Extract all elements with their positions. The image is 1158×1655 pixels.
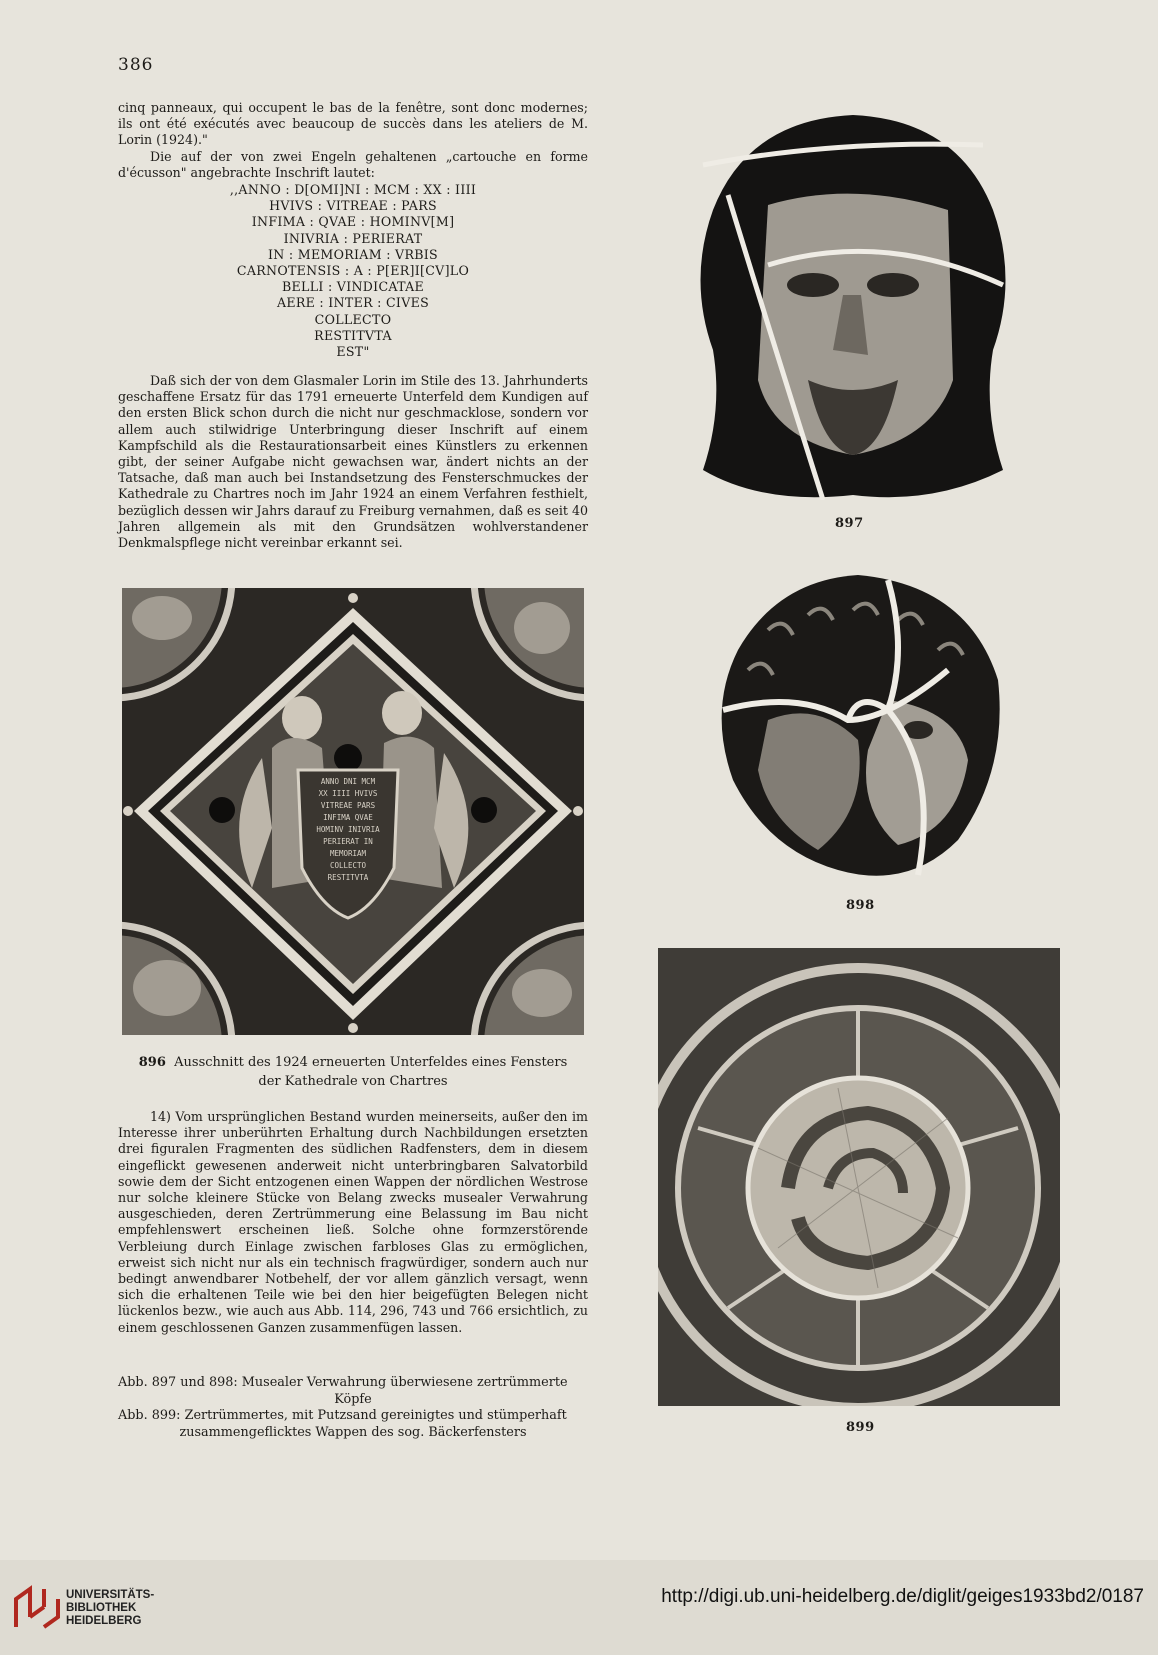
figure-899-photo	[658, 948, 1060, 1406]
inscription-line: ,,ANNO : D[OMI]NI : MCM : XX : IIII	[229, 182, 477, 197]
figure-897-photo	[683, 110, 1023, 500]
figure-897-number: 897	[835, 516, 864, 531]
intro-text: cinq panneaux, qui occupent le bas de la fenêtre, sont donc modernes; ils ont été exécutés avec beaucoup de succès dans les ateliers de M. Lorin (1924)."	[118, 100, 588, 148]
fragmented-head-image	[708, 570, 1008, 890]
inscription-line: RESTITVTA	[314, 327, 392, 343]
figure-898-number: 898	[846, 898, 875, 913]
shield-text-line: RESTITVTA	[327, 873, 369, 882]
intro-paragraph	[118, 100, 588, 181]
permalink-url[interactable]: http://digi.ub.uni-heidelberg.de/diglit/geiges1933bd2/0187	[661, 1586, 1144, 1607]
inscription-line: AERE : INTER : CIVES	[276, 295, 430, 311]
shield-text-line: VITREAE PARS	[320, 801, 376, 810]
figure-898-photo	[708, 570, 1008, 890]
library-logo-icon[interactable]	[12, 1585, 62, 1631]
inscription-intro: Die auf der von zwei Engeln gehaltenen „cartouche en forme d'écusson" angebrachte Inschrift lautet:	[118, 148, 588, 180]
figure-896-caption-line1: Ausschnitt des 1924 erneuerten Unterfeldes eines Fensters	[174, 1055, 568, 1070]
figure-896-caption	[118, 1053, 588, 1091]
shield-text-line: PERIERAT IN	[323, 837, 373, 846]
paragraph-lorin	[118, 373, 588, 551]
shield-text-line: MEMORIAM	[329, 849, 367, 858]
logo-line: BIBLIOTHEK	[66, 1602, 137, 1614]
shield-text-line: XX IIII HVIVS	[318, 789, 378, 798]
page-number: 386	[118, 55, 154, 75]
inscription-line: INFIMA : QVAE : HOMINV[M]	[251, 214, 455, 230]
figure-896-number: 896	[138, 1055, 166, 1070]
shield-text-line: HOMINV INIVRIA	[316, 825, 380, 834]
paragraph-1-text: Daß sich der von dem Glasmaler Lorin im Stile des 13. Jahrhunderts geschaffene Ersatz für das 1791 erneuerte Unterfeld dem Kundigen auf den ersten Blick schon durch die nicht nur geschmacklose, sondern vor allem auch stilwidrige Unterbringung dieser Inschrift auf einem Kampfschild als die Restaurationsarbeit eines Künstlers zu erkennen gibt, der seiner Aufgabe nicht gewachsen war, ändert nichts an der Tatsache, daß man auch bei Instandsetzung des Fensterschmuckes der Kathedrale zu Chartres noch im Jahr 1924 an einem Verfahren festhielt, bezüglich dessen wir Jahrs darauf zu Freiburg vernahmen, daß es seit 40 Jahren allgemein als mit den Grundsätzen wohlverstandener Denkmalspflege nicht vereinbar erkannt sei.	[118, 373, 588, 551]
inscription-line: BELLI : VINDICATAE	[282, 279, 424, 295]
fragmented-coat-of-arms-image	[658, 948, 1060, 1406]
inscription-line: CARNOTENSIS : A : P[ER]I[CV]LO	[236, 263, 470, 279]
caption-897-898-cont: Köpfe	[334, 1391, 372, 1407]
paragraph-14	[118, 1109, 588, 1336]
figure-896-photo	[122, 588, 584, 1035]
shield-text-line: INFIMA QVAE	[323, 813, 373, 822]
inscription-line: HVIVS : VITREAE : PARS	[269, 198, 437, 214]
stained-glass-window-image	[122, 588, 584, 1035]
figure-captions	[118, 1375, 588, 1441]
inscription-line: IN : MEMORIAM : VRBIS	[268, 246, 438, 262]
inscription-line: COLLECTO	[314, 311, 392, 327]
caption-899-cont: zusammengeflicktes Wappen des sog. Bäckerfensters	[179, 1424, 527, 1440]
figure-896-caption-line2: der Kathedrale von Chartres	[258, 1074, 448, 1089]
inscription-line: INIVRIA : PERIERAT	[283, 230, 423, 246]
library-logo-text[interactable]	[66, 1589, 154, 1628]
logo-line: UNIVERSITÄTS-	[66, 1589, 155, 1601]
caption-897-898: Abb. 897 und 898: Musealer Verwahrung überwiesene zertrümmerte	[118, 1375, 568, 1390]
logo-line: HEIDELBERG	[66, 1615, 142, 1627]
shield-text-line: COLLECTO	[329, 861, 367, 870]
inscription	[118, 182, 588, 360]
inscription-line: EST"	[336, 344, 370, 360]
paragraph-2-text: 14) Vom ursprünglichen Bestand wurden meinerseits, außer den im Interesse ihrer unberührten Erhaltung durch Nachbildungen ersetzten drei figuralen Fragmenten des südlichen Radfensters, dem in diesem eingeflickt gewesenen anderweit nicht unterbringbaren Salvatorbild sowie dem der Sicht entzogenen einen Wappen der nördlichen Westrose nur solche kleinere Stücke von Belang zwecks musealer Verwahrung ausgeschieden, deren Zertrümmerung eine Belassung im Bau nicht empfehlenswert erscheinen ließ. Solche ohne formzerstörende Verbleiung durch Einlage zwischen farbloses Glas zu ermöglichen, erweist sich nicht nur als ein technisch fragwürdiger, sondern auch nur bedingt anwendbarer Notbehelf, der vor allem gänzlich versagt, wenn sich die erhaltenen Teile wie bei den hier beigefügten Belegen nicht lückenlos bezw., wie auch aus Abb. 114, 296, 743 und 766 ersichtlich, zu einem geschlossenen Ganzen zusammenfügen lassen.	[118, 1109, 588, 1335]
fragmented-head-image	[683, 110, 1023, 500]
figure-899-number: 899	[846, 1420, 875, 1435]
shield-text-line: ANNO DNI MCM	[320, 777, 376, 786]
caption-899: Abb. 899: Zertrümmertes, mit Putzsand gereinigtes und stümperhaft	[118, 1408, 567, 1423]
